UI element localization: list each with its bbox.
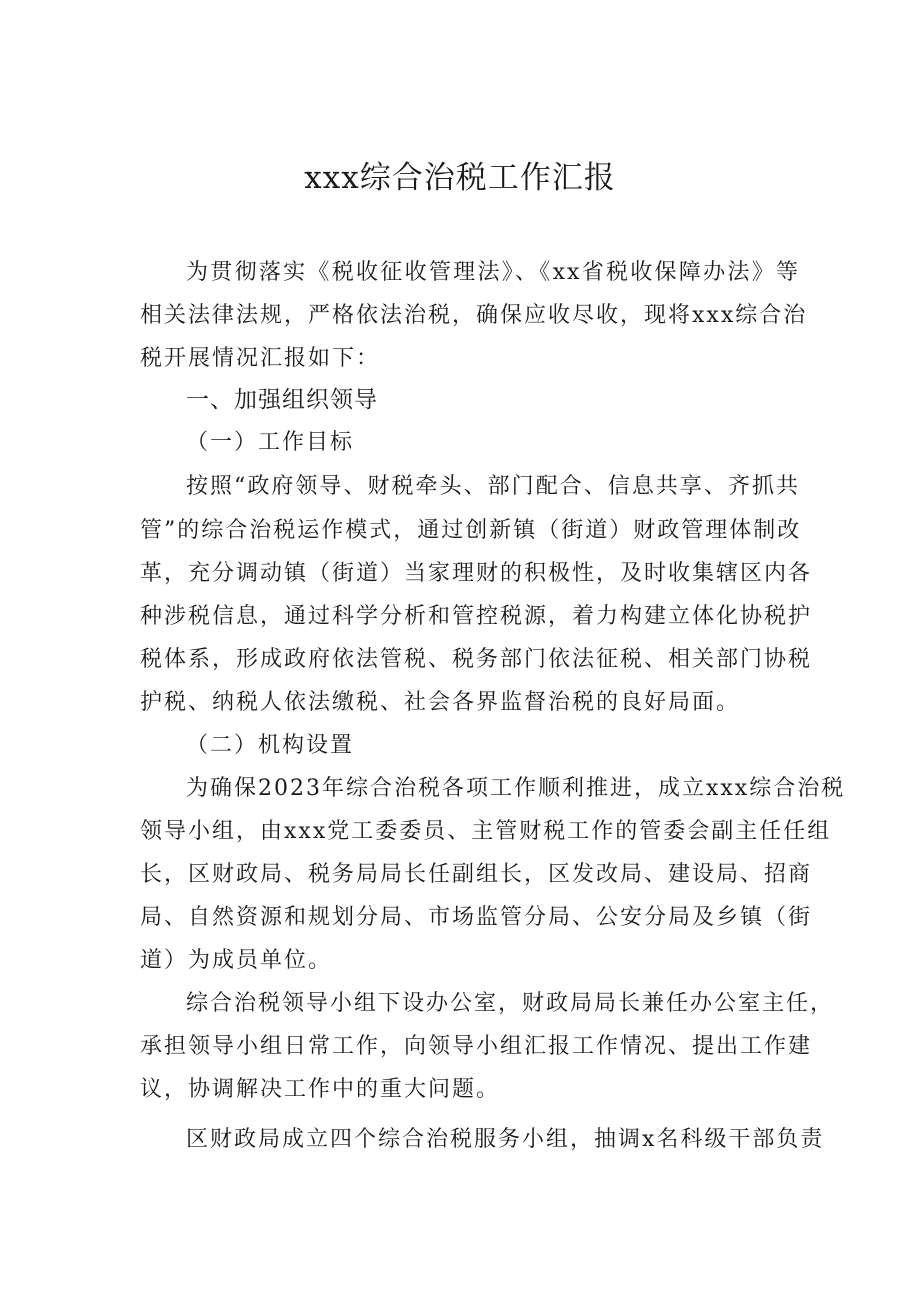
org-p1-line-4: 局、自然资源和规划分局、市场监管分局、公安分局及乡镇（街 xyxy=(140,905,813,930)
section-1-heading: 一、加强组织领导 xyxy=(186,387,378,413)
goal-line-4: 种涉税信息，通过科学分析和管控税源，着力构建立体化协税护 xyxy=(140,604,813,629)
org-p3-line-1: 区财政局成立四个综合治税服务小组，抽调x名科级干部负责 xyxy=(186,1127,825,1152)
document-title: xxx综合治税工作汇报 xyxy=(304,160,616,196)
org-p1-line-2: 领导小组，由xxx党工委委员、主管财税工作的管委会副主任任组 xyxy=(140,819,832,844)
goal-line-1: 按照“政府领导、财税牵头、部门配合、信息共享、齐抓共 xyxy=(186,474,800,499)
subsection-2-heading: （二）机构设置 xyxy=(186,733,355,758)
subsection-1-heading: （一）工作目标 xyxy=(186,430,355,455)
intro-line-2: 相关法律法规，严格依法治税，确保应收尽收，现将xxx综合治 xyxy=(140,303,808,328)
intro-line-1: 为贯彻落实《税收征收管理法》、《xx省税收保障办法》等 xyxy=(186,260,800,285)
org-p1-line-5: 道）为成员单位。 xyxy=(140,948,333,973)
goal-line-6: 护税、纳税人依法缴税、社会各界监督治税的良好局面。 xyxy=(140,690,741,715)
org-p1-line-3: 长，区财政局、税务局局长任副组长，区发改局、建设局、招商 xyxy=(140,862,813,887)
org-p2-line-2: 承担领导小组日常工作，向领导小组汇报工作情况、提出工作建 xyxy=(140,1034,813,1059)
org-p1-line-1: 为确保2023年综合治税各项工作顺利推进，成立xxx综合治税 xyxy=(186,776,846,801)
intro-line-3: 税开展情况汇报如下： xyxy=(140,346,381,371)
org-p2-line-1: 综合治税领导小组下设办公室，财政局局长兼任办公室主任， xyxy=(186,991,835,1016)
goal-line-3: 革，充分调动镇（街道）当家理财的积极性，及时收集辖区内各 xyxy=(140,561,813,586)
org-p2-line-3: 议，协调解决工作中的重大问题。 xyxy=(140,1077,501,1102)
goal-line-5: 税体系，形成政府依法管税、税务部门依法征税、相关部门协税 xyxy=(140,647,813,672)
goal-line-2: 管”的综合治税运作模式，通过创新镇（街道）财政管理体制改 xyxy=(140,518,802,543)
